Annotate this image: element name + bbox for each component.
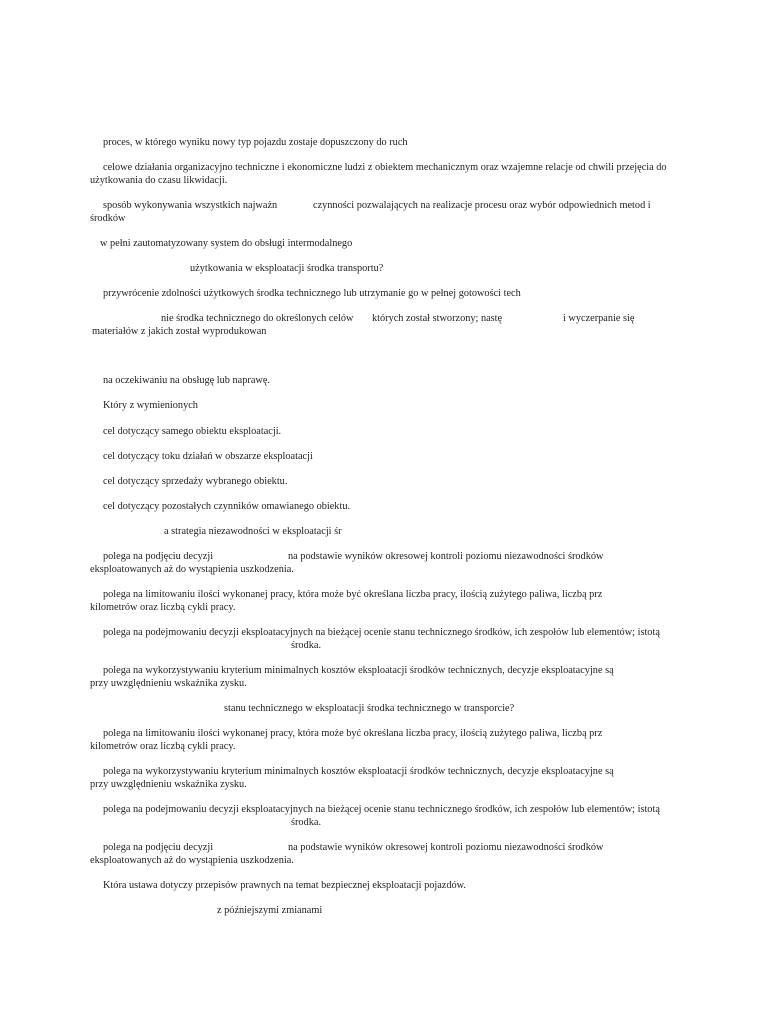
text-line: środka. [291,817,322,828]
text-line: przy uwzględnieniu wskaźnika zysku. [90,678,247,689]
text-line: na podstawie wyników okresowej kontroli poziomu niezawodności środków [288,551,604,562]
text-line: i wyczerpanie się [563,313,635,324]
text-line: eksploatowanych aż do wystąpienia uszkodzenia. [90,564,294,575]
text-line: stanu technicznego w eksploatacji środka technicznego w transporcie? [224,703,515,714]
text-line: środka. [291,640,322,651]
text-line: użytkowania do czasu likwidacji. [90,175,228,186]
text-line: polega na podejmowaniu decyzji eksploatacyjnych na bieżącej ocenie stanu technicznego środków, ich zespołów lub elementów; istotą [103,804,660,815]
text-line: polega na limitowaniu ilości wykonanej pracy, która może być określana liczba pracy, ilością zużytego paliwa, liczbą prz [103,589,603,600]
text-line: eksploatowanych aż do wystąpienia uszkodzenia. [90,855,294,866]
text-line: czynności pozwalających na realizacje procesu oraz wybór odpowiednich metod i [313,200,651,211]
text-line: polega na limitowaniu ilości wykonanej pracy, która może być określana liczba pracy, ilością zużytego paliwa, liczbą prz [103,728,603,739]
text-line: proces, w którego wyniku nowy typ pojazdu zostaje dopuszczony do ruch [103,137,408,148]
text-line: środków [90,213,126,224]
text-line: w pełni zautomatyzowany system do obsługi intermodalnego [100,238,353,249]
text-line: polega na podjęciu decyzji [103,842,214,853]
text-line: na oczekiwaniu na obsługę lub naprawę. [103,375,270,386]
text-line: polega na wykorzystywaniu kryterium minimalnych kosztów eksploatacji środków technicznych, decyzje eksploatacyjne są [103,665,614,676]
text-line: cel dotyczący samego obiektu eksploatacji. [103,426,282,437]
text-line: polega na podjęciu decyzji [103,551,214,562]
text-line: przywrócenie zdolności użytkowych środka technicznego lub utrzymanie go w pełnej gotowości tech [103,288,521,299]
text-line: Która ustawa dotyczy przepisów prawnych na temat bezpiecznej eksploatacji pojazdów. [103,880,467,891]
text-line: cel dotyczący sprzedaży wybranego obiektu. [103,476,288,487]
text-line: na podstawie wyników okresowej kontroli poziomu niezawodności środków [288,842,604,853]
text-line: nie środka technicznego do określonych celów [161,313,354,324]
text-line: polega na podejmowaniu decyzji eksploatacyjnych na bieżącej ocenie stanu technicznego środków, ich zespołów lub elementów; istotą [103,627,660,638]
text-line: sposób wykonywania wszystkich najważn [103,200,278,211]
text-line: polega na wykorzystywaniu kryterium minimalnych kosztów eksploatacji środków technicznych, decyzje eksploatacyjne są [103,766,614,777]
text-line: których został stworzony; nastę [372,313,503,324]
text-line: cel dotyczący toku działań w obszarze eksploatacji [103,451,313,462]
text-line: przy uwzględnieniu wskaźnika zysku. [90,779,247,790]
text-line: z późniejszymi zmianami [217,905,323,916]
text-line: celowe działania organizacyjno techniczne i ekonomiczne ludzi z obiektem mechanicznym oraz wzajemne relacje od chwili przejęcia do [103,162,667,173]
text-line: kilometrów oraz liczbą cykli pracy. [90,602,236,613]
text-line: a strategia niezawodności w eksploatacji śr [164,526,342,537]
text-line: materiałów z jakich został wyprodukowan [92,326,267,337]
text-line: cel dotyczący pozostałych czynników omawianego obiektu. [103,501,351,512]
text-line: użytkowania w eksploatacji środka transportu? [190,263,384,274]
text-line: kilometrów oraz liczbą cykli pracy. [90,741,236,752]
text-line: Który z wymienionych [103,400,198,411]
